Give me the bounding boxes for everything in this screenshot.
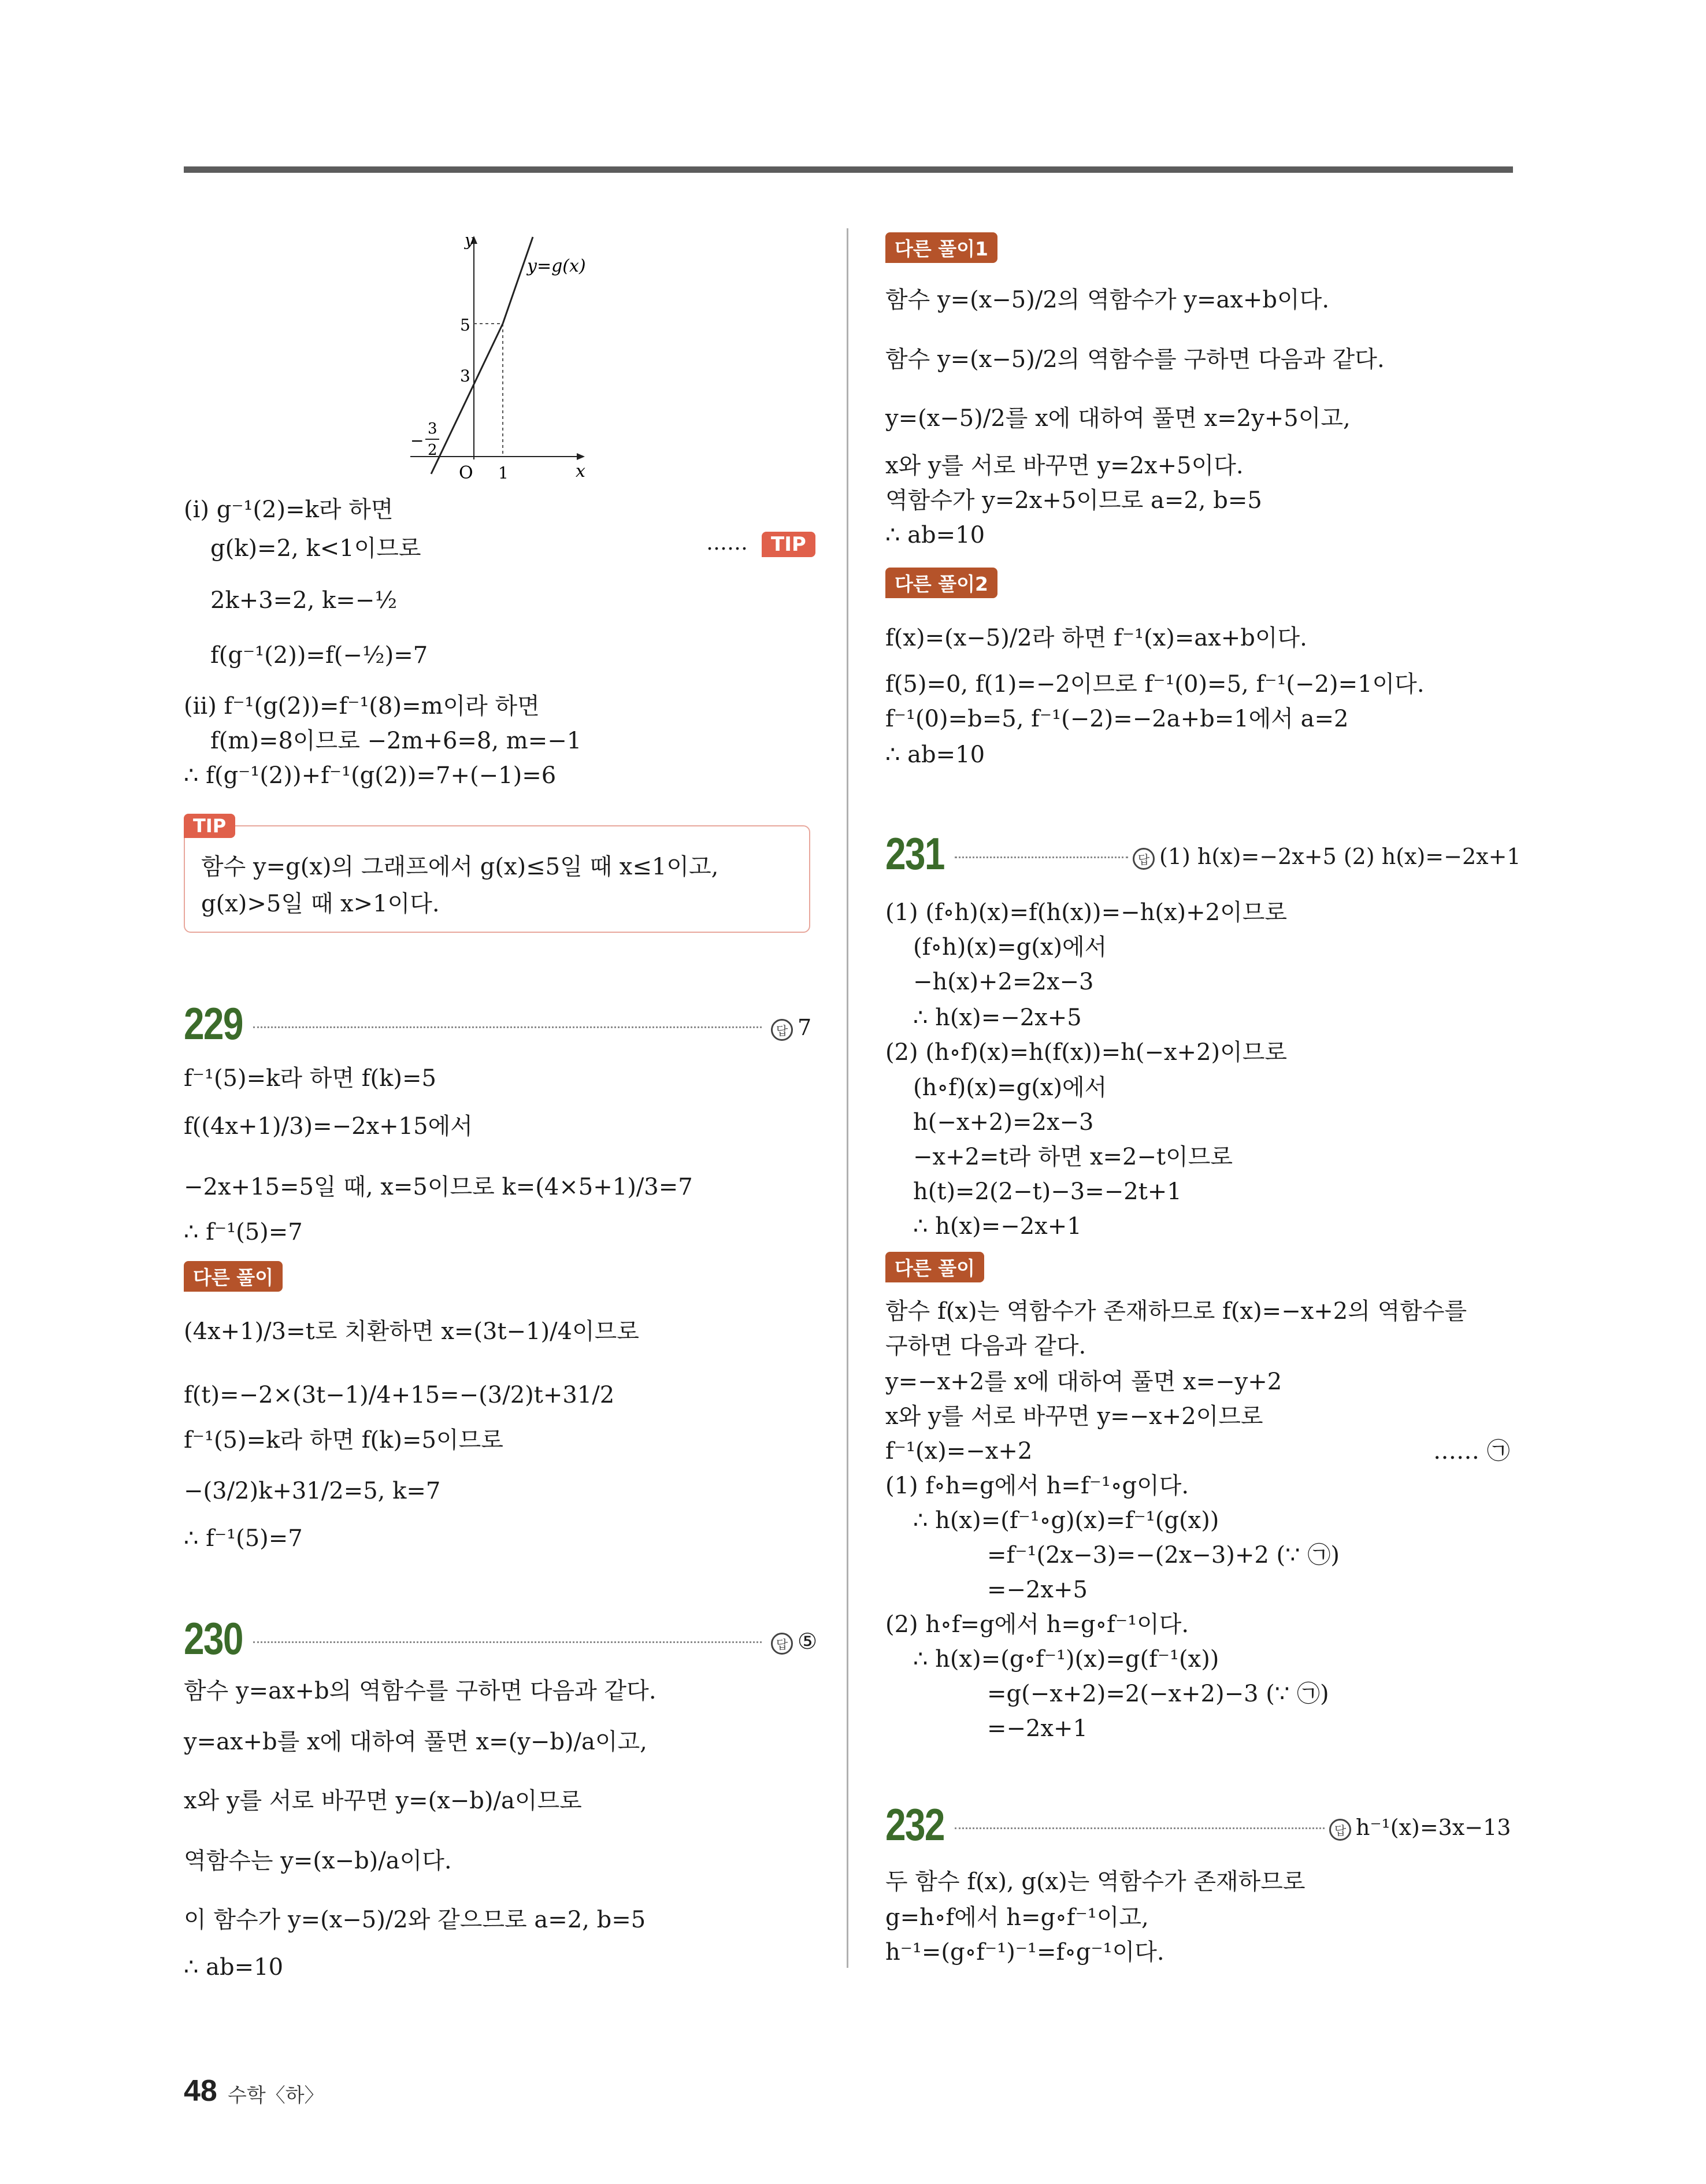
graph-g xyxy=(399,231,607,485)
tip-text: 함수 y=g(x)의 그래프에서 g(x)≤5일 때 x≤1이고, xyxy=(201,854,719,880)
graph-y-label: y xyxy=(465,231,474,250)
solution-line: 함수 y=(x−5)/2의 역함수를 구하면 다음과 같다. xyxy=(885,346,1385,373)
graph-x-label: x xyxy=(576,461,585,481)
solution-line: =−2x+1 xyxy=(987,1715,1088,1742)
solution-line: (h∘f)(x)=g(x)에서 xyxy=(913,1074,1107,1101)
solution-line: 함수 f(x)는 역함수가 존재하므로 f(x)=−x+2의 역함수를 xyxy=(885,1298,1467,1325)
answer-icon: 답 xyxy=(771,1019,793,1041)
answer-icon: 답 xyxy=(771,1633,793,1655)
top-rule xyxy=(184,166,1513,173)
graph-curve-label: y=g(x) xyxy=(527,256,586,276)
solution-line: =g(−x+2)=2(−x+2)−3 (∵ ㉠) xyxy=(987,1681,1329,1707)
marker-giyeok: …… ㉠ xyxy=(1433,1438,1510,1464)
leader-dots xyxy=(955,856,1128,858)
problem-number-229: 229 xyxy=(184,998,243,1049)
solution-line: (1) f∘h=g에서 h=f⁻¹∘g이다. xyxy=(885,1473,1189,1499)
leader-dots xyxy=(253,1026,762,1028)
answer-231 xyxy=(1133,844,1521,870)
solution-line: x와 y를 서로 바꾸면 y=(x−b)/a이므로 xyxy=(184,1788,582,1814)
solution-line: f(x)=(x−5)/2라 하면 f⁻¹(x)=ax+b이다. xyxy=(885,625,1307,651)
solution-line: =−2x+5 xyxy=(987,1577,1088,1603)
solution-line: −h(x)+2=2x−3 xyxy=(913,969,1094,995)
answer-232 xyxy=(1329,1815,1511,1841)
solution-line: −x+2=t라 하면 x=2−t이므로 xyxy=(913,1144,1233,1170)
alt-solution-2-badge: 다른 풀이2 xyxy=(885,568,997,598)
answer-value: 7 xyxy=(798,1015,812,1040)
solution-line: f((4x+1)/3)=−2x+15에서 xyxy=(184,1113,473,1140)
solution-line: x와 y를 서로 바꾸면 y=2x+5이다. xyxy=(885,453,1244,479)
solution-line: ∴ h(x)=(f⁻¹∘g)(x)=f⁻¹(g(x)) xyxy=(913,1507,1219,1534)
solution-line: f⁻¹(x)=−x+2 xyxy=(885,1438,1033,1464)
solution-line: 구하면 다음과 같다. xyxy=(885,1333,1086,1359)
graph-origin-label: O xyxy=(459,463,473,483)
solution-line: h(t)=2(2−t)−3=−2t+1 xyxy=(913,1178,1182,1205)
alt-solution-1-badge: 다른 풀이1 xyxy=(885,232,997,263)
solution-line: ∴ ab=10 xyxy=(885,741,985,768)
answer-value: (1) h(x)=−2x+5 (2) h(x)=−2x+1 xyxy=(1159,844,1521,869)
solution-line: f(5)=0, f(1)=−2이므로 f⁻¹(0)=5, f⁻¹(−2)=1이다. xyxy=(885,671,1425,698)
solution-line: (f∘h)(x)=g(x)에서 xyxy=(913,934,1107,961)
problem-number-232: 232 xyxy=(885,1799,944,1850)
solution-line: g(k)=2, k<1이므로 xyxy=(210,535,421,562)
graph-intercept-sign: − xyxy=(410,431,424,450)
solution-line: ∴ f(g⁻¹(2))+f⁻¹(g(2))=7+(−1)=6 xyxy=(184,762,557,789)
solution-line: 역함수가 y=2x+5이므로 a=2, b=5 xyxy=(885,487,1262,514)
solution-line: (4x+1)/3=t로 치환하면 x=(3t−1)/4이므로 xyxy=(184,1318,639,1345)
tip-badge: TIP xyxy=(762,532,815,557)
solution-line: (2) h∘f=g에서 h=g∘f⁻¹이다. xyxy=(885,1611,1189,1638)
solution-line: (1) (f∘h)(x)=f(h(x))=−h(x)+2이므로 xyxy=(885,899,1288,926)
alt-solution-badge: 다른 풀이 xyxy=(184,1261,283,1292)
solution-line: ∴ h(x)=(g∘f⁻¹)(x)=g(f⁻¹(x)) xyxy=(913,1646,1219,1673)
answer-230 xyxy=(771,1629,817,1655)
solution-line: g=h∘f에서 h=g∘f⁻¹이고, xyxy=(885,1904,1149,1931)
solution-line: 두 함수 f(x), g(x)는 역함수가 존재하므로 xyxy=(885,1868,1306,1895)
solution-line: 함수 y=ax+b의 역함수를 구하면 다음과 같다. xyxy=(184,1678,657,1704)
graph-tick-3: 3 xyxy=(460,366,470,385)
solution-line: y=−x+2를 x에 대하여 풀면 x=−y+2 xyxy=(885,1369,1282,1395)
solution-line: f⁻¹(0)=b=5, f⁻¹(−2)=−2a+b=1에서 a=2 xyxy=(885,706,1349,732)
solution-line: f⁻¹(5)=k라 하면 f(k)=5이므로 xyxy=(184,1427,503,1453)
answer-icon: 답 xyxy=(1329,1819,1351,1841)
column-divider xyxy=(847,228,848,1968)
solution-line: f(t)=−2×(3t−1)/4+15=−(3/2)t+31/2 xyxy=(184,1382,615,1408)
tip-marker: …… xyxy=(706,531,748,555)
tip-box-label: TIP xyxy=(184,814,235,838)
solution-line: ∴ ab=10 xyxy=(184,1954,284,1981)
solution-line: ∴ f⁻¹(5)=7 xyxy=(184,1525,303,1552)
solution-line: y=(x−5)/2를 x에 대하여 풀면 x=2y+5이고, xyxy=(885,405,1351,432)
solution-line: ∴ ab=10 xyxy=(885,522,985,548)
solution-line: 함수 y=(x−5)/2의 역함수가 y=ax+b이다. xyxy=(885,287,1330,313)
problem-number-230: 230 xyxy=(184,1613,243,1664)
tip-text: g(x)>5일 때 x>1이다. xyxy=(201,891,440,917)
solution-line: −2x+15=5일 때, x=5이므로 k=(4×5+1)/3=7 xyxy=(184,1174,693,1200)
problem-number-231: 231 xyxy=(885,828,944,879)
solution-line: 2k+3=2, k=−½ xyxy=(210,587,398,614)
book-subject: 수학〈하〉 xyxy=(228,2084,324,2107)
solution-line: ∴ h(x)=−2x+5 xyxy=(913,1004,1082,1031)
leader-dots xyxy=(253,1641,762,1643)
solution-line: (ⅱ) f⁻¹(g(2))=f⁻¹(8)=m이라 하면 xyxy=(184,693,540,720)
solution-line: =f⁻¹(2x−3)=−(2x−3)+2 (∵ ㉠) xyxy=(987,1542,1340,1569)
answer-value: ⑤ xyxy=(798,1629,818,1654)
solution-line: (ⅰ) g⁻¹(2)=k라 하면 xyxy=(184,496,394,523)
graph-intercept-num: 3 xyxy=(428,420,437,437)
answer-229 xyxy=(771,1015,811,1041)
graph-tick-1: 1 xyxy=(498,464,509,483)
graph-intercept-den: 2 xyxy=(428,442,437,459)
solution-line: (2) (h∘f)(x)=h(f(x))=h(−x+2)이므로 xyxy=(885,1039,1288,1066)
solution-line: x와 y를 서로 바꾸면 y=−x+2이므로 xyxy=(885,1403,1263,1430)
answer-icon: 답 xyxy=(1133,848,1155,870)
solution-line: y=ax+b를 x에 대하여 풀면 x=(y−b)/a이고, xyxy=(184,1729,647,1755)
solution-line: f⁻¹(5)=k라 하면 f(k)=5 xyxy=(184,1065,436,1092)
answer-value: h⁻¹(x)=3x−13 xyxy=(1356,1815,1511,1840)
leader-dots xyxy=(955,1827,1325,1829)
solution-line: 역함수는 y=(x−b)/a이다. xyxy=(184,1848,452,1874)
solution-line: ∴ f⁻¹(5)=7 xyxy=(184,1219,303,1245)
solution-line: 이 함수가 y=(x−5)/2와 같으므로 a=2, b=5 xyxy=(184,1907,646,1933)
solution-line: −(3/2)k+31/2=5, k=7 xyxy=(184,1478,441,1504)
alt-solution-badge: 다른 풀이 xyxy=(885,1252,984,1282)
solution-line: h(−x+2)=2x−3 xyxy=(913,1109,1094,1136)
solution-line: h⁻¹=(g∘f⁻¹)⁻¹=f∘g⁻¹이다. xyxy=(885,1939,1164,1966)
graph-tick-5: 5 xyxy=(460,316,470,335)
page-number: 48 xyxy=(184,2074,217,2108)
solution-line: f(g⁻¹(2))=f(−½)=7 xyxy=(210,642,428,669)
solution-line: f(m)=8이므로 −2m+6=8, m=−1 xyxy=(210,728,582,754)
solution-line: ∴ h(x)=−2x+1 xyxy=(913,1213,1082,1240)
